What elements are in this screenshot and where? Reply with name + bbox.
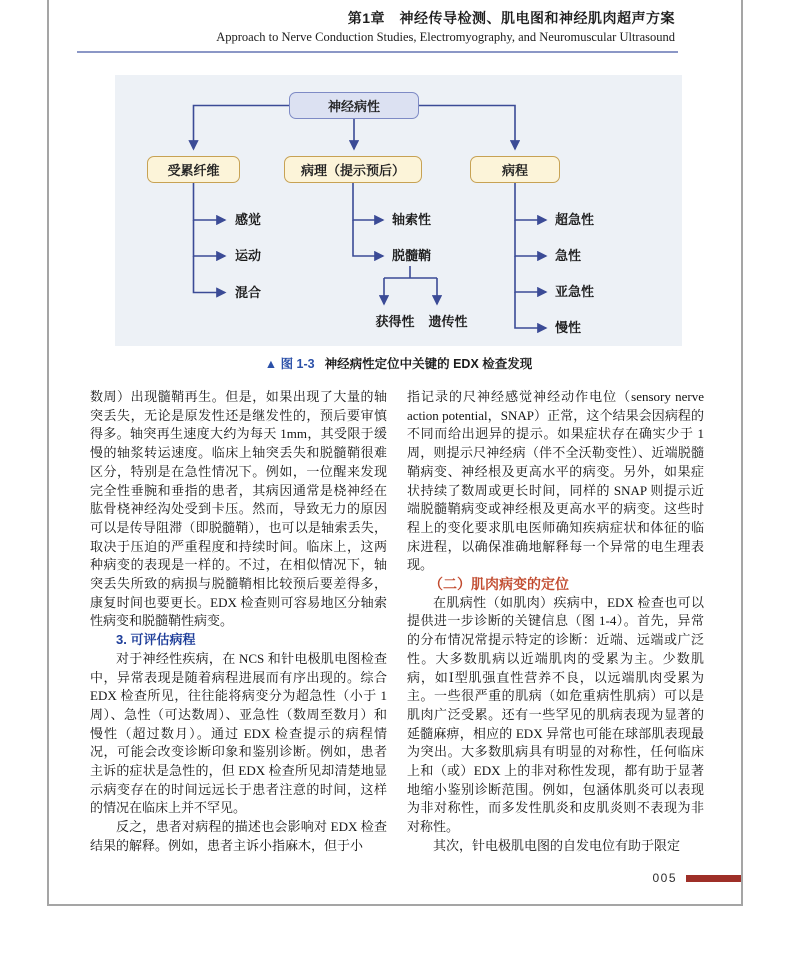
page-number: 005: [652, 871, 677, 885]
leaf-chronic: 慢性: [555, 320, 582, 335]
figure-caption: [115, 354, 682, 372]
node-neuropathic: 神经病性: [289, 92, 419, 119]
footer-red-bar: [686, 875, 741, 882]
figure-caption-text: 神经病性定位中关键的 EDX 检查发现: [324, 357, 533, 371]
body-column-right: [407, 388, 704, 856]
paragraph: 对于神经性疾病，在 NCS 和针电极肌电图检查中，异常表现是随着病程进展而有序出现的。综合 EDX 检查所见，往往能将病变分为超急性（小于 1 周）、急性（可达数周）、亚急性（数周至数月）和慢性（超过数月）。通过 EDX 检查提示的病程情况，可能会改变诊断印象和鉴别诊断。例如，患者主诉的症状是急性的，但 EDX 检查所见却清楚地显示病变存在的时间远远长于患者注意的时间，这样的情况在临床上并不罕见。: [90, 650, 387, 816]
chapter-title-en: Approach to Nerve Conduction Studies, Electromyography, and Neuromuscular Ultrasound: [216, 30, 675, 44]
header-divider: [77, 51, 678, 53]
page-footer: [652, 871, 741, 885]
figure-caption-label: ▲ 图 1-3: [264, 357, 315, 371]
subheading-muscle-localization: （二）肌肉病变的定位: [429, 576, 569, 593]
leaf-sensory: 感觉: [235, 212, 262, 227]
figure-flowchart: [115, 75, 682, 346]
leaf-motor: 运动: [235, 248, 262, 263]
paragraph-continuation: 数周）出现髓鞘再生。但是，如果出现了大量的轴突丢失，无论是原发性还是继发性的，预后要审慎得多。轴突再生速度大约为每天 1mm，其受限于缓慢的轴浆转运速度。临床上轴突丢失和脱髓鞘很难区分，特别是在急性情况下。例如，一位醒来发现完全性垂腕和垂指的患者，其病因通常是桡神经在肱骨桡神经沟处受到卡压。然而，导致无力的原因可以是传导阻滞（即脱髓鞘），也可以是轴索丢失，取决于压迫的严重程度和持续时间。临床上，这两种病变的表现是一样的。不过，在相似情况下，轴突丢失所致的病损与脱髓鞘相比较预后要差得多，康复时间也要更长。EDX 检查则可容易地区分轴索性病变和脱髓鞘性病变。: [90, 389, 387, 629]
subheading-assessable-course: 3. 可评估病程: [116, 632, 196, 648]
leaf-axonal: 轴索性: [392, 212, 432, 227]
node-pathology: 病理（提示预后）: [284, 156, 422, 183]
node-fibers-involved: 受累纤维: [147, 156, 240, 183]
paragraph-continuation: 指记录的尺神经感觉神经动作电位（sensory nerve action potential，SNAP）正常，这个结果会因病程的不同而给出迥异的提示。如果症状存在确实少于 1 周，则提示尺神经病（伴不全沃勒变性）、近端脱髓鞘病变、神经根及更高水平的病变。另外，如果症状持续了数周或更长时间，同样的 SNAP 则提示近端脱髓鞘病变或神经根及更高水平的病变。这些时程上的变化要求肌电医师确知疾病症状和体征的临床进程，以确保准确地解释每一个异常的电生理表现。: [407, 389, 704, 573]
paragraph: 在肌病性（如肌肉）疾病中，EDX 检查也可以提供进一步诊断的关键信息（图 1-4）。首先，异常的分布情况常提示特定的诊断：近端、远端或广泛性。大多数肌病以近端肌肉的受累为主。少数肌病，如Ⅰ型肌强直性营养不良，以远端肌肉受累为主。一些很严重的肌病（如危重病性肌病）可以是肌肉广泛受累。还有一些罕见的肌病表现为显著的延髓麻痹，相应的 EDX 异常也可能在球部肌表现最为突出。大多数肌病具有明显的对称性，任何临床上和（或）EDX 上的非对称性发现，都有助于显著地缩小鉴别诊断范围。例如，包涵体肌炎可以表现为非对称性，而多发性肌炎和皮肌炎则不表现为非对称性。: [407, 594, 704, 835]
body-column-left: [90, 388, 387, 856]
leaf-acute: 急性: [555, 248, 582, 263]
leaf-hyperacute: 超急性: [555, 212, 595, 227]
paragraph: 其次，针电极肌电图的自发电位有助于限定: [433, 837, 681, 853]
chapter-title-zh: 第1章 神经传导检测、肌电图和神经肌肉超声方案: [347, 10, 675, 26]
page-sheet: [47, 0, 743, 906]
paragraph: 反之，患者对病程的描述也会影响对 EDX 检查结果的解释。例如，患者主诉小指麻木，但于小: [90, 819, 387, 853]
leaf-subacute: 亚急性: [555, 284, 595, 299]
leaf-demyelinating: 脱髓鞘: [392, 248, 432, 263]
leaf-acquired: 获得性: [375, 314, 415, 329]
node-course: 病程: [470, 156, 560, 183]
leaf-mixed: 混合: [235, 284, 262, 300]
leaf-hereditary: 遗传性: [428, 314, 468, 329]
